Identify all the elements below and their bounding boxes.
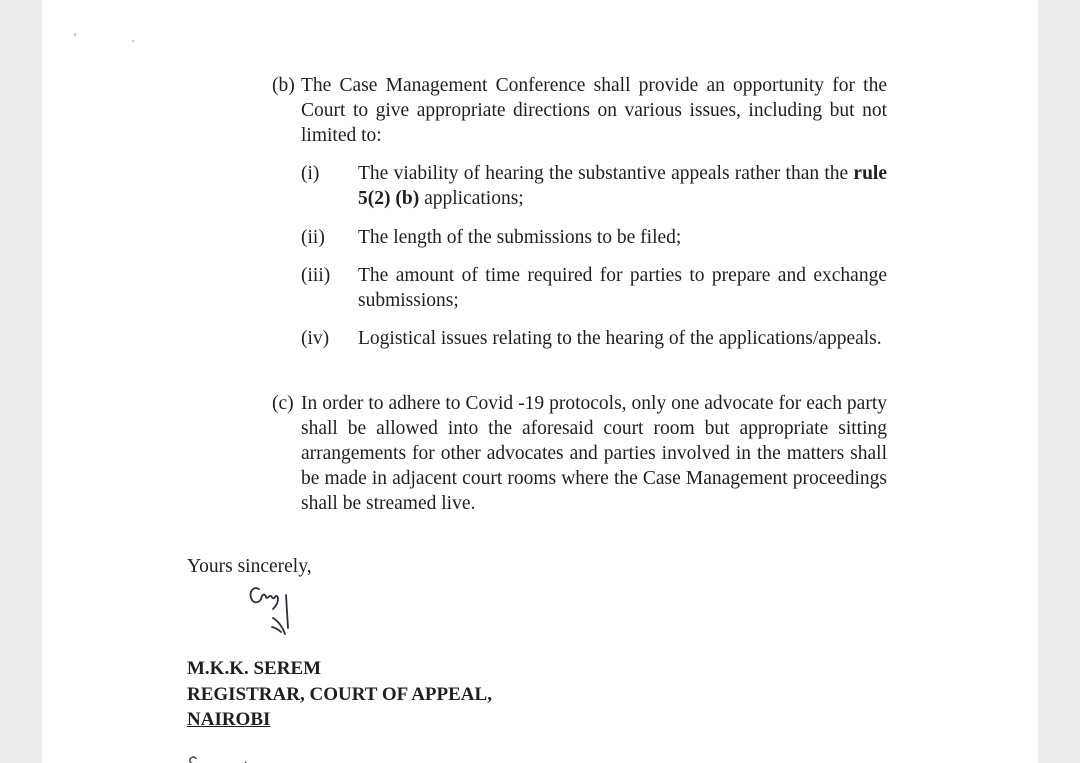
list-item-iv: [301, 326, 887, 351]
document-page: [42, 0, 1038, 763]
cut-off-text-fragment: [187, 752, 267, 763]
signatory-block: [187, 656, 492, 733]
list-item-number: (iii): [301, 265, 331, 286]
list-item-number: (iv): [301, 328, 330, 349]
list-item-ii: [301, 225, 887, 250]
signatory-name: M.K.K. SEREM: [187, 658, 322, 679]
list-item-number: (i): [301, 163, 320, 184]
letter-body: [42, 0, 1038, 763]
list-item-i: [301, 161, 887, 211]
list-item-text: [358, 161, 887, 211]
paragraph-b: [272, 73, 887, 148]
signatory-location: NAIROBI: [187, 709, 271, 730]
signatory-title: REGISTRAR, COURT OF APPEAL,: [187, 683, 492, 705]
paragraph-b-label: (b): [272, 75, 295, 96]
list-item-text: The length of the submissions to be filed;: [358, 227, 682, 248]
closing-salutation: Yours sincerely,: [187, 556, 312, 577]
list-item-text-part: applications;: [419, 188, 524, 209]
list-item-text: Logistical issues relating to the hearing of the applications/appeals.: [358, 328, 882, 349]
rule-reference: rule 5(2) (b): [358, 163, 887, 209]
paragraph-b-text: The Case Management Conference shall provide an opportunity for the Court to give appropriate directions on various issues, including but not limited to:: [301, 75, 887, 146]
paragraph-c: [272, 391, 887, 516]
paragraph-c-text: In order to adhere to Covid -19 protocols, only one advocate for each party shall be allowed into the aforesaid court room but appropriate sitting arrangements for other advocates and parties involved in the matters shall be made in adjacent court rooms where the Case Management proceedings shall be streamed live.: [301, 393, 887, 514]
list-item-text: The amount of time required for parties to prepare and exchange submissions;: [358, 265, 887, 311]
list-item-text-part: The viability of hearing the substantive appeals rather than the: [358, 163, 854, 184]
paragraph-c-label: (c): [272, 393, 294, 414]
handwritten-signature: [245, 580, 305, 640]
list-item-number: (ii): [301, 227, 325, 248]
list-item-iii: [301, 263, 887, 313]
